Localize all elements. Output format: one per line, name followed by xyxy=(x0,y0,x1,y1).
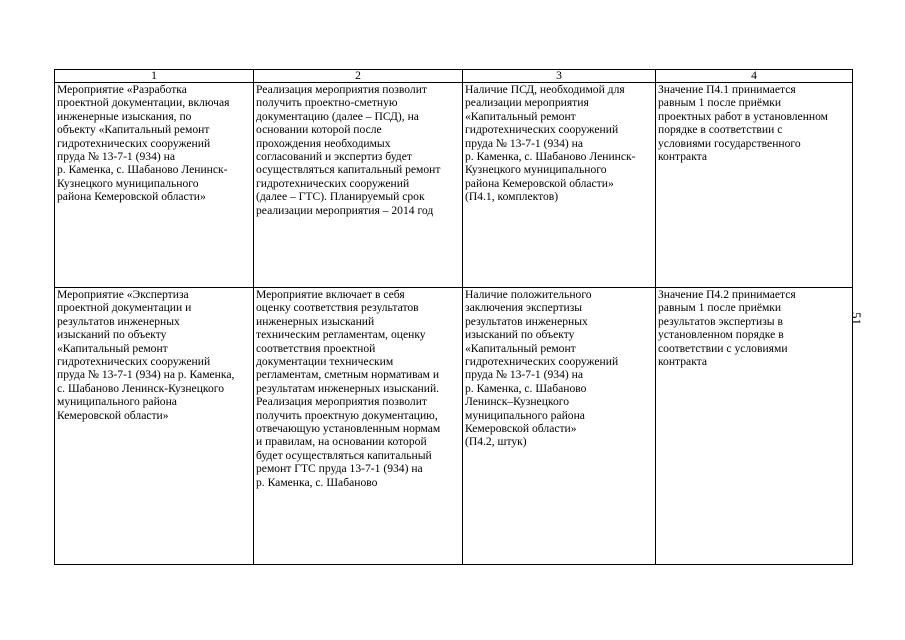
page-number: 51 xyxy=(849,312,864,325)
measure-description-cell: Мероприятие включает в себя оценку соответствия результатов инженерных изысканий техническим регламентам, оценку соответствия проектной документации техническим регламентам, сметным нормативам и результатам инженерных изысканий. Реализация мероприятия позволит получить проектную документацию, отвечающую установленным нормам и правилам, на основании которой будет осуществляться капитальный ремонт ГТС пруда 13-7-1 (934) на р. Каменка, с. Шабаново xyxy=(254,288,463,565)
table-row xyxy=(55,83,853,288)
measures-table xyxy=(54,69,853,565)
header-cell-1: 1 xyxy=(55,70,254,83)
measure-description-cell: Реализация мероприятия позволит получить проектно-сметную документацию (далее – ПСД), на основании которой после прохождения необходимых согласований и экспертиз будет осуществляться капитальный ремонт гидротехнических сооружений (далее – ГТС). Планируемый срок реализации мероприятия – 2014 год xyxy=(254,83,463,288)
indicator-value-cell: Значение П4.2 принимается равным 1 после приёмки результатов экспертизы в установленном порядке в соответствии с условиями контракта xyxy=(656,288,853,565)
indicator-cell: Наличие ПСД, необходимой для реализации мероприятия «Капитальный ремонт гидротехнических сооружений пруда № 13-7-1 (934) на р. Каменка, с. Шабаново Ленинск- Кузнецкого муниципального района Кемеровской области» (П4.1, комплектов) xyxy=(463,83,656,288)
indicator-value-cell: Значение П4.1 принимается равным 1 после приёмки проектных работ в установленном порядке в соответствии с условиями государственного контракта xyxy=(656,83,853,288)
table-header-row xyxy=(55,70,853,83)
measure-name-cell: Мероприятие «Разработка проектной документации, включая инженерные изыскания, по объекту «Капитальный ремонт гидротехнических сооружений пруда № 13-7-1 (934) на р. Каменка, с. Шабаново Ленинск- Кузнецкого муниципального района Кемеровской области» xyxy=(55,83,254,288)
indicator-cell: Наличие положительного заключения экспертизы результатов инженерных изысканий по объекту «Капитальный ремонт гидротехнических сооружений пруда № 13-7-1 (934) на р. Каменка, с. Шабаново Ленинск–Кузнецкого муниципального района Кемеровской области» (П4.2, штук) xyxy=(463,288,656,565)
measure-name-cell: Мероприятие «Экспертиза проектной документации и результатов инженерных изысканий по объекту «Капитальный ремонт гидротехнических сооружений пруда № 13-7-1 (934) на р. Каменка, с. Шабаново Ленинск-Кузнецкого муниципального района Кемеровской области» xyxy=(55,288,254,565)
header-cell-4: 4 xyxy=(656,70,853,83)
header-cell-2: 2 xyxy=(254,70,463,83)
table-row xyxy=(55,288,853,565)
header-cell-3: 3 xyxy=(463,70,656,83)
